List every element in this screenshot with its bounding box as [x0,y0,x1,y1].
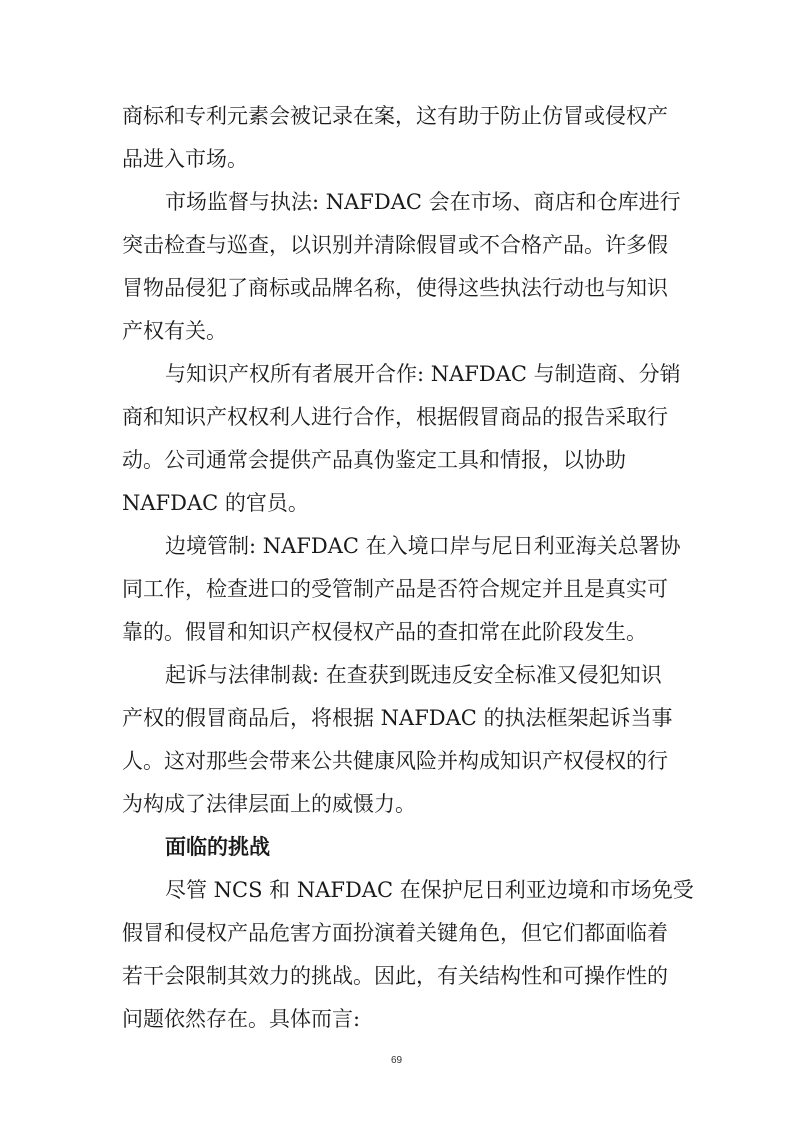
paragraph-line: 冒物品侵犯了商标或品牌名称，使得这些执法行动也与知识 [122,276,668,300]
paragraph-line: NAFDAC 的官员。 [122,491,309,515]
paragraph-line: 靠的。假冒和知识产权侵权产品的查扣常在此阶段发生。 [122,620,647,644]
paragraph-line: 动。公司通常会提供产品真伪鉴定工具和情报，以协助 [122,448,626,472]
paragraph-line: 人。这对那些会带来公共健康风险并构成知识产权侵权的行 [122,749,668,773]
paragraph-line: 产权有关。 [122,319,227,343]
paragraph-line: 突击检查与巡查，以识别并清除假冒或不合格产品。许多假 [122,233,668,257]
paragraph-line: 假冒和侵权产品危害方面扮演着关键角色，但它们都面临着 [122,921,668,945]
paragraph-line: 商标和专利元素会被记录在案，这有助于防止仿冒或侵权产 [122,104,668,128]
page-number: 69 [390,1055,403,1066]
paragraph-line: 尽管 NCS 和 NAFDAC 在保护尼日利亚边境和市场免受 [165,878,694,902]
paragraph-line: 商和知识产权权利人进行合作，根据假冒商品的报告采取行 [122,405,668,429]
paragraph-line: 起诉与法律制裁: 在查获到既违反安全标准又侵犯知识 [165,663,662,687]
paragraph-line: 市场监督与执法: NAFDAC 会在市场、商店和仓库进行 [165,190,681,214]
paragraph-line: 若干会限制其效力的挑战。因此，有关结构性和可操作性的 [122,964,668,988]
paragraph-line: 为构成了法律层面上的威慑力。 [122,792,416,816]
paragraph-line: 产权的假冒商品后，将根据 NAFDAC 的执法框架起诉当事 [122,706,673,730]
section-heading: 面临的挑战 [165,834,270,859]
paragraph-line: 品进入市场。 [122,147,248,171]
paragraph-line: 边境管制: NAFDAC 在入境口岸与尼日利亚海关总署协 [165,534,681,558]
paragraph-line: 同工作，检查进口的受管制产品是否符合规定并且是真实可 [122,577,668,601]
paragraph-line: 问题依然存在。具体而言: [122,1007,361,1031]
paragraph-line: 与知识产权所有者展开合作: NAFDAC 与制造商、分销 [165,362,681,386]
